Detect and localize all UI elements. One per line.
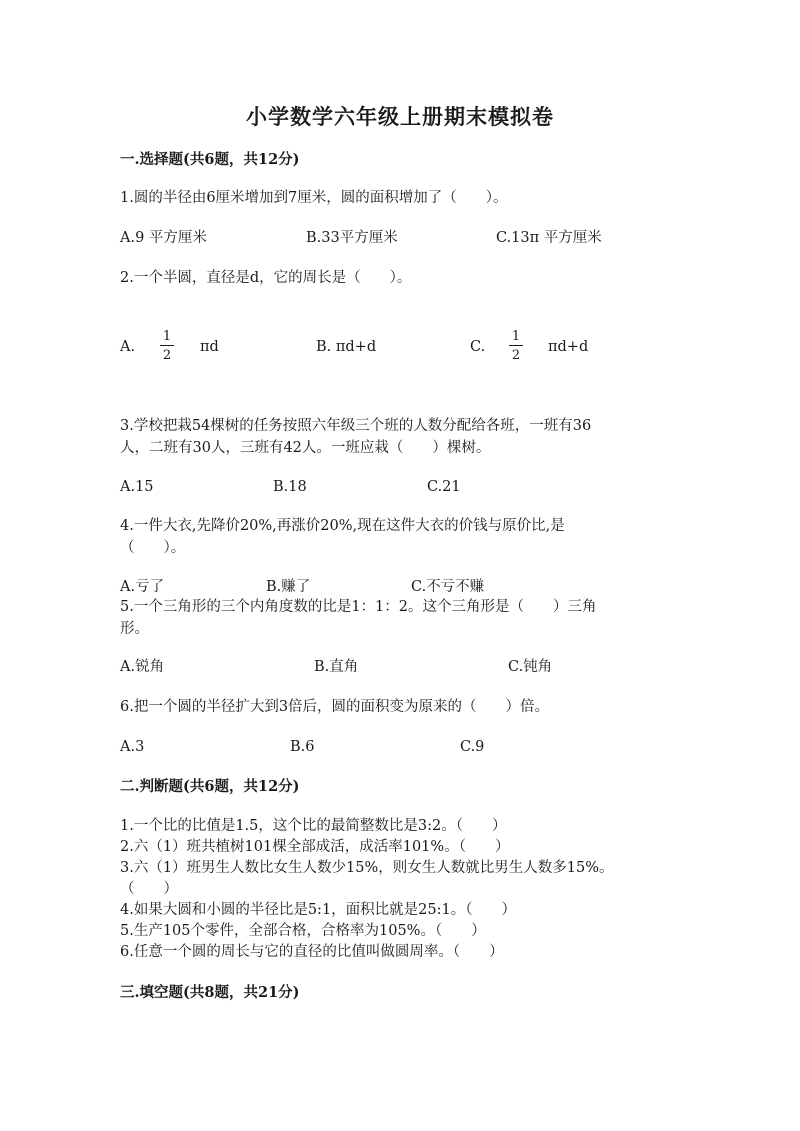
question-3-stem-line-2: 人，二班有30人，三班有42人。一班应栽（ ）棵树。 [120, 440, 491, 456]
question-2-option-c-text: πd+d [548, 339, 589, 355]
question-4-option-c: C.不亏不赚 [411, 579, 485, 595]
section-heading-judgement: 二.判断题(共6题，共12分) [120, 778, 300, 795]
question-2-option-a-label: A. [120, 339, 136, 355]
question-2-stem: 2.一个半圆，直径是d，它的周长是（ ）。 [120, 270, 412, 286]
question-4-option-b: B.赚了 [266, 579, 311, 595]
question-2-option-c-fraction [509, 330, 523, 362]
fraction-denominator: 2 [162, 348, 172, 363]
question-5-stem-line-2: 形。 [120, 621, 149, 637]
judgement-item-3: 3.六（1）班男生人数比女生人数少15%，则女生人数就比男生人数多15%。 [120, 860, 614, 876]
question-5-stem-line-1: 5.一个三角形的三个内角度数的比是1：1：2。这个三角形是（ ）三角 [120, 599, 597, 615]
question-6-stem: 6.把一个圆的半径扩大到3倍后，圆的面积变为原来的（ ）倍。 [120, 699, 550, 715]
question-5-option-a: A.锐角 [120, 659, 165, 675]
fraction-denominator: 2 [511, 348, 521, 363]
question-6-option-a: A.3 [120, 739, 145, 755]
exam-title: 小学数学六年级上册期末模拟卷 [246, 104, 554, 129]
section-heading-fill-blank: 三.填空题(共8题，共21分) [120, 984, 300, 1001]
fraction-bar [160, 345, 174, 346]
fraction-bar [509, 345, 523, 346]
question-6-option-b: B.6 [290, 739, 315, 755]
question-6-option-c: C.9 [460, 739, 485, 755]
judgement-item-2: 2.六（1）班共植树101棵全部成活，成活率101%。（ ） [120, 839, 510, 855]
question-3-option-c: C.21 [427, 479, 461, 495]
question-1-stem: 1.圆的半径由6厘米增加到7厘米，圆的面积增加了（ ）。 [120, 190, 508, 206]
question-1-option-c: C.13π 平方厘米 [496, 230, 602, 246]
judgement-item-6: 6.任意一个圆的周长与它的直径的比值叫做圆周率。（ ） [120, 944, 504, 960]
question-1-option-b: B.33平方厘米 [306, 230, 398, 246]
question-1-option-a: A.9 平方厘米 [120, 230, 207, 246]
question-4-stem-line-2: （ ）。 [120, 540, 186, 556]
question-2-option-b: B. πd+d [316, 339, 377, 355]
fraction-numerator: 1 [511, 329, 521, 344]
question-5-option-b: B.直角 [314, 659, 359, 675]
question-2-option-c-label: C. [470, 339, 486, 355]
question-4-option-a: A.亏了 [120, 579, 165, 595]
question-3-option-b: B.18 [273, 479, 307, 495]
question-5-option-c: C.钝角 [508, 659, 553, 675]
section-heading-choice: 一.选择题(共6题，共12分) [120, 151, 300, 168]
question-3-stem-line-1: 3.学校把栽54棵树的任务按照六年级三个班的人数分配给各班，一班有36 [120, 418, 592, 434]
judgement-item-1: 1.一个比的比值是1.5，这个比的最简整数比是3:2。（ ） [120, 818, 507, 834]
question-3-option-a: A.15 [120, 479, 154, 495]
fraction-numerator: 1 [162, 329, 172, 344]
judgement-item-3-continued: （ ） [120, 881, 178, 897]
judgement-item-5: 5.生产105个零件，全部合格，合格率为105%。（ ） [120, 923, 486, 939]
judgement-item-4: 4.如果大圆和小圆的半径比是5:1，面积比就是25:1。（ ） [120, 902, 516, 918]
question-4-stem-line-1: 4.一件大衣,先降价20%,再涨价20%,现在这件大衣的价钱与原价比,是 [120, 518, 565, 534]
question-2-option-a-text: πd [200, 339, 219, 355]
question-2-option-a-fraction [160, 330, 174, 362]
